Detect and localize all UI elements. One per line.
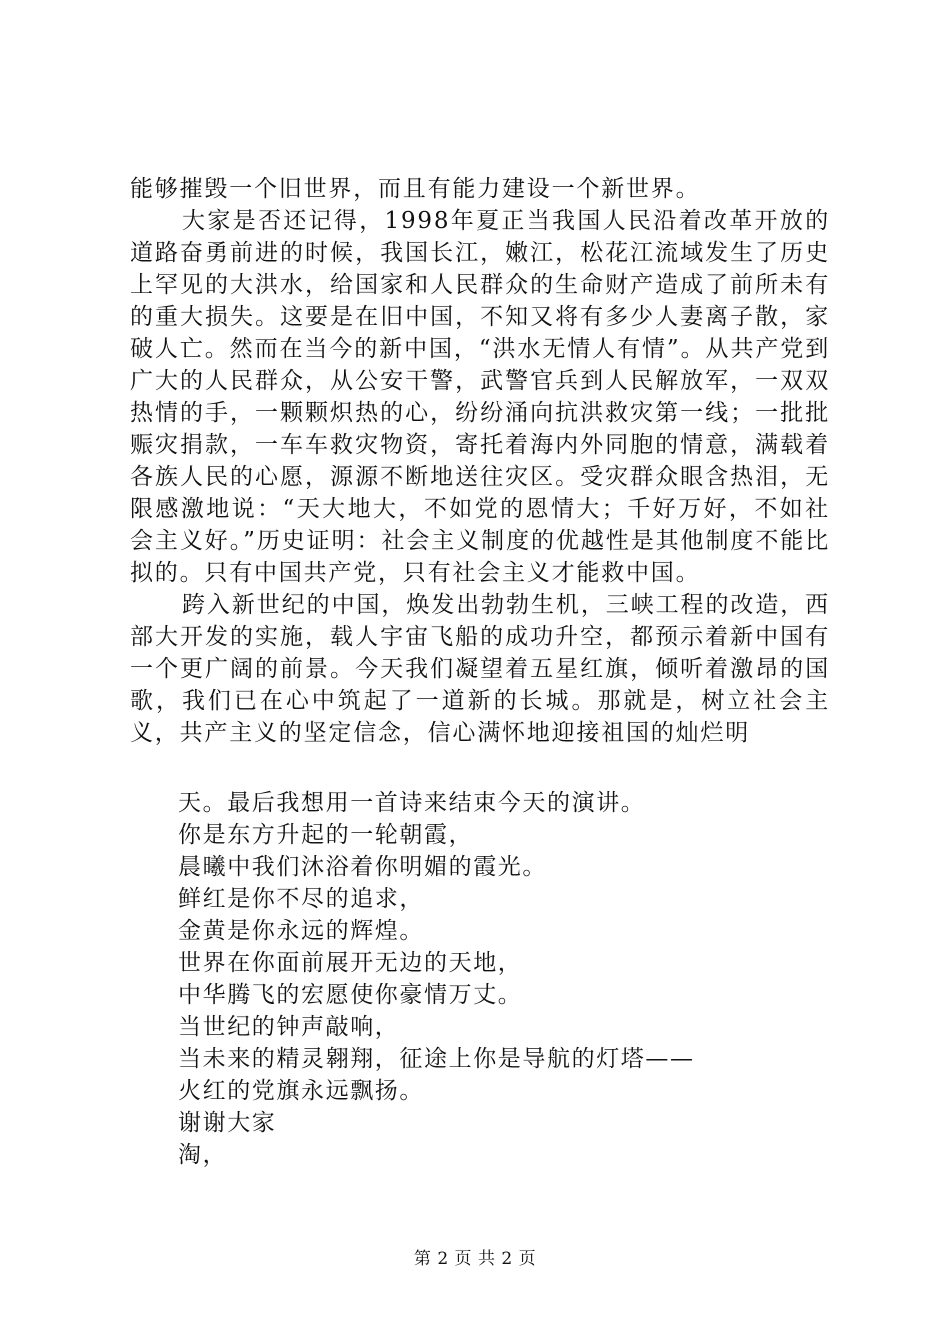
document-body xyxy=(130,173,830,749)
poem-line: 天。最后我想用一首诗来结束今天的演讲。 xyxy=(178,790,646,816)
poem-line: 晨曦中我们沐浴着你明媚的霞光。 xyxy=(178,854,547,880)
poem-line: 中华腾飞的宏愿使你豪情万丈。 xyxy=(178,982,523,1008)
paragraph-2: 大家是否还记得，1998年夏正当我国人民沿着改革开放的道路奋勇前进的时候，我国长江，嫩江，松花江流域发生了历史上罕见的大洪水，给国家和人民群众的生命财产造成了前所未有的重大损失。这要是在旧中国，不知又将有多少人妻离子散，家破人亡。然而在当今的新中国，“洪水无情人有情”。从共产党到广大的人民群众，从公安干警，武警官兵到人民解放军，一双双热情的手，一颗颗炽热的心，纷纷涌向抗洪救灾第一线；一批批赈灾捐款，一车车救灾物资，寄托着海内外同胞的情意，满载着各族人民的心愿，源源不断地送往灾区。受灾群众眼含热泪，无限感激地说：“天大地大，不如党的恩情大；千好万好，不如社会主义好。”历史证明：社会主义制度的优越性是其他制度不能比拟的。只有中国共产党，只有社会主义才能救中国。 xyxy=(130,208,830,586)
closing-thanks: 谢谢大家 xyxy=(178,1110,277,1136)
paragraph-1: 能够摧毁一个旧世界，而且有能力建设一个新世界。 xyxy=(130,176,701,202)
page-number-label: 第 2 页 共 2 页 xyxy=(413,1249,537,1269)
closing-fragment: 淘， xyxy=(178,1142,228,1168)
poem-line: 火红的党旗永远飘扬。 xyxy=(178,1078,424,1104)
poem-line: 金黄是你永远的辉煌。 xyxy=(178,918,424,944)
poem-block xyxy=(178,787,818,1171)
poem-line: 鲜红是你不尽的追求， xyxy=(178,886,424,912)
poem-line: 你是东方升起的一轮朝霞， xyxy=(178,822,474,848)
paragraph-3: 跨入新世纪的中国，焕发出勃勃生机，三峡工程的改造，西部大开发的实施，载人宇宙飞船的成功升空，都预示着新中国有一个更广阔的前景。今天我们凝望着五星红旗，倾听着激昂的国歌，我们已在心中筑起了一道新的长城。那就是，树立社会主义，共产主义的坚定信念，信心满怀地迎接祖国的灿烂明 xyxy=(130,592,830,746)
poem-line: 当未来的精灵翱翔，征途上你是导航的灯塔—— xyxy=(178,1046,695,1072)
poem-line: 世界在你面前展开无边的天地， xyxy=(178,950,523,976)
poem-line: 当世纪的钟声敲响， xyxy=(178,1014,400,1040)
page-footer xyxy=(0,1244,950,1269)
